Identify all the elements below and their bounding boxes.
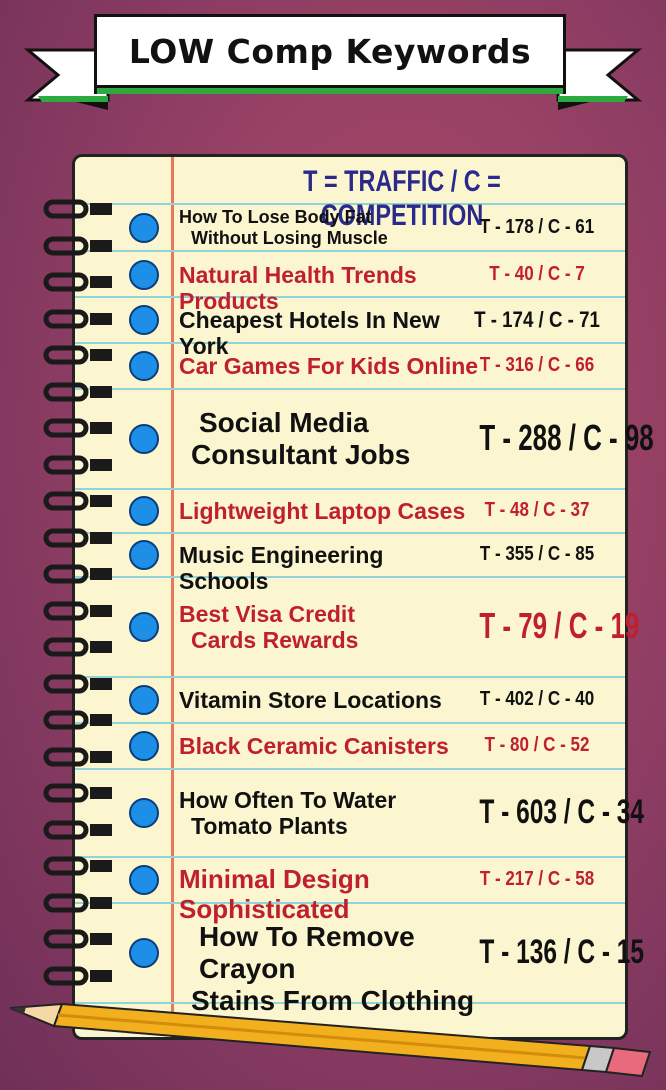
bullet-dot-icon: [129, 260, 159, 290]
keyword-line: Black Ceramic Canisters: [179, 732, 449, 759]
keyword-line: How To Lose Body Fat: [179, 207, 372, 228]
bullet-dot-icon: [129, 865, 159, 895]
traffic-competition-stat: T - 217 / C - 58: [479, 868, 595, 890]
bullet-dot-icon: [129, 540, 159, 570]
traffic-competition-stat: T - 40 / C - 7: [489, 263, 585, 285]
notebook-spiral-icon: [40, 452, 120, 482]
keyword-line: Car Games For Kids Online: [179, 352, 479, 379]
keyword-row: [75, 857, 625, 924]
keyword-text: [179, 498, 479, 524]
notebook-spiral-icon: [40, 415, 120, 445]
keyword-text: [179, 787, 479, 840]
notebook-spiral-icon: [40, 525, 120, 555]
keyword-row: [75, 389, 654, 489]
notebook-spiral-icon: [40, 707, 120, 737]
keyword-text: [179, 407, 479, 471]
bullet-dot-icon: [129, 305, 159, 335]
traffic-competition-stat: T - 178 / C - 61: [479, 216, 595, 238]
keyword-line: Cheapest Hotels In New York: [179, 306, 440, 360]
keyword-row: [75, 343, 625, 389]
notebook-spiral-icon: [40, 817, 120, 847]
notebook-spiral-icon: [40, 306, 120, 336]
bullet-dot-icon: [129, 731, 159, 761]
traffic-competition-stat: T - 80 / C - 52: [484, 734, 590, 756]
notebook-spiral-icon: [40, 269, 120, 299]
keyword-line: Best Visa Credit: [179, 600, 355, 627]
keyword-row: [75, 769, 645, 857]
keyword-row: [75, 533, 625, 595]
notebook-page: [72, 154, 654, 1040]
bullet-dot-icon: [129, 685, 159, 715]
keyword-line: Music Engineering Schools: [179, 541, 384, 595]
keyword-line: Tomato Plants: [191, 812, 348, 839]
bullet-dot-icon: [129, 213, 159, 243]
notebook-spiral-icon: [40, 671, 120, 701]
notebook-spiral-icon: [40, 379, 120, 409]
keyword-line: Consultant Jobs: [191, 438, 411, 470]
keyword-text: [179, 601, 479, 654]
keyword-line: How To Remove Crayon: [199, 920, 415, 984]
legend-header: T = TRAFFIC / C = COMPETITION: [303, 165, 501, 232]
keyword-line: Vitamin Store Locations: [179, 686, 442, 713]
notebook-spiral-icon: [40, 233, 120, 263]
pencil-icon: [10, 990, 660, 1080]
keyword-line: Without Losing Muscle: [191, 227, 388, 248]
keyword-row: [75, 253, 625, 315]
keyword-row: [75, 903, 645, 1017]
keyword-row: [75, 677, 625, 723]
banner-title: LOW Comp Keywords: [128, 31, 532, 71]
notebook-spiral-icon: [40, 634, 120, 664]
keyword-line: Lightweight Laptop Cases: [179, 497, 466, 524]
traffic-competition-stat: T - 316 / C - 66: [479, 354, 595, 376]
keyword-line: Minimal Design Sophisticated: [179, 864, 370, 924]
keyword-line: How Often To Water: [179, 786, 397, 813]
traffic-competition-stat: T - 603 / C - 34: [479, 792, 645, 831]
notebook-spiral-icon: [40, 890, 120, 920]
keyword-line: Social Media: [199, 406, 369, 438]
traffic-competition-stat: T - 48 / C - 37: [484, 499, 590, 521]
keyword-row: [75, 489, 625, 533]
notebook-spiral-icon: [40, 342, 120, 372]
notebook-spiral-icon: [40, 744, 120, 774]
keyword-row: [75, 723, 625, 769]
keyword-row: [75, 297, 625, 360]
keyword-text: [179, 733, 479, 759]
bullet-dot-icon: [129, 612, 159, 642]
notebook-spiral-icon: [40, 561, 120, 591]
traffic-competition-stat: T - 79 / C - 19: [479, 605, 640, 647]
notebook-spiral-icon: [40, 488, 120, 518]
traffic-competition-stat: T - 288 / C - 98: [479, 417, 654, 459]
bullet-dot-icon: [129, 496, 159, 526]
title-banner: [94, 14, 566, 88]
keyword-line: Natural Health Trends Products: [179, 261, 417, 315]
notebook-spiral-icon: [40, 963, 120, 993]
bullet-dot-icon: [129, 424, 159, 454]
traffic-competition-stat: T - 355 / C - 85: [479, 543, 595, 565]
keyword-text: [179, 353, 479, 379]
notebook-spiral-icon: [40, 853, 120, 883]
bullet-dot-icon: [129, 351, 159, 381]
notebook-spiral-icon: [40, 780, 120, 810]
notebook-spiral-icon: [40, 196, 120, 226]
bullet-dot-icon: [129, 938, 159, 968]
keyword-row: [75, 577, 640, 677]
notebook-spiral-icon: [40, 926, 120, 956]
bullet-dot-icon: [129, 798, 159, 828]
traffic-competition-stat: T - 174 / C - 71: [474, 306, 600, 332]
traffic-competition-stat: T - 136 / C - 15: [479, 932, 645, 971]
keyword-line: Stains From Clothing: [191, 985, 475, 1017]
traffic-competition-stat: T - 402 / C - 40: [479, 688, 595, 710]
notebook-spiral-icon: [40, 598, 120, 628]
keyword-row: [75, 205, 625, 251]
keyword-text: [179, 207, 479, 248]
keyword-text: [179, 687, 479, 713]
keyword-line: Cards Rewards: [191, 626, 359, 653]
